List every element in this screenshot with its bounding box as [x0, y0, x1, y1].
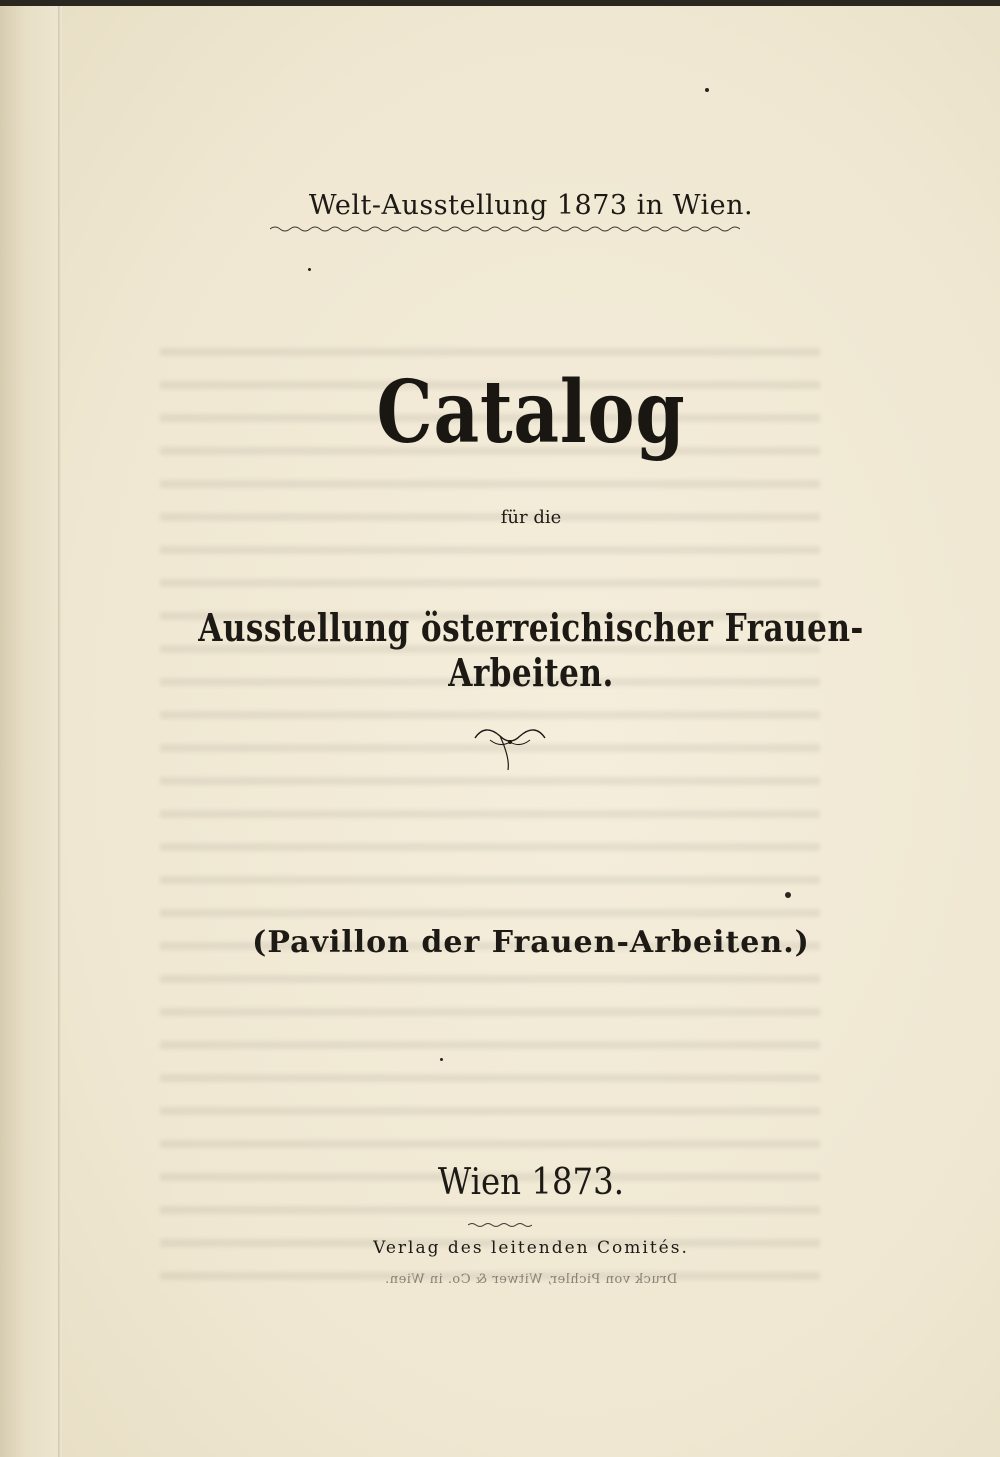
place-year: Wien 1873.: [437, 1162, 625, 1203]
main-title: Catalog: [376, 362, 686, 463]
pavilion-subtitle: (Pavillon der Frauen-Arbeiten.): [252, 925, 810, 960]
ink-speck: [785, 892, 791, 898]
ink-speck: [440, 1058, 443, 1061]
subtitle-connector: für die: [500, 507, 562, 528]
ink-speck: [308, 268, 311, 271]
top-edge: [0, 0, 1000, 6]
binding-crease: [58, 0, 61, 1457]
short-wavy-rule: [468, 1222, 532, 1228]
ink-speck: [705, 88, 709, 92]
exhibition-title: Ausstellung österreichischer Frauen-Arbeiten.: [198, 605, 864, 695]
ornament-icon: [470, 718, 550, 778]
publisher-line: Verlag des leitenden Comités.: [373, 1238, 689, 1258]
page-binding-edge: [0, 0, 62, 1457]
wavy-rule: [270, 225, 740, 233]
printer-bleedthrough: Druck von Pichler, Witwer & Co. in Wien.: [384, 1272, 678, 1287]
exhibition-header: Welt-Ausstellung 1873 in Wien.: [308, 190, 754, 221]
